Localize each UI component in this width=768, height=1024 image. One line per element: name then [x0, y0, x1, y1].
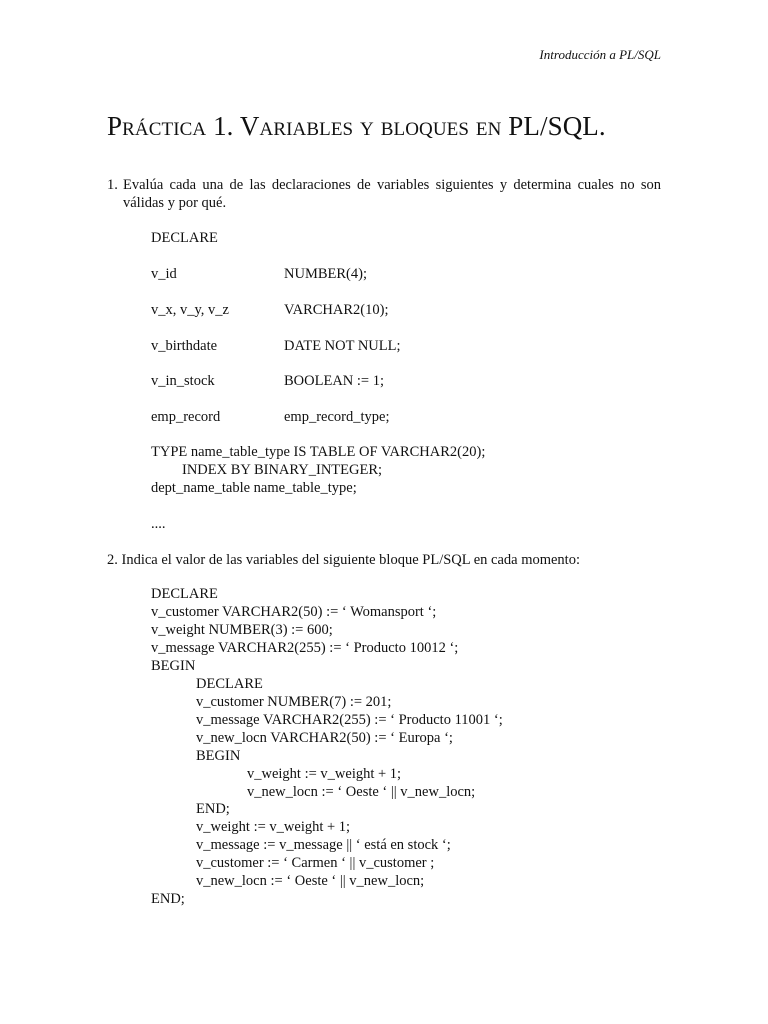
code-line: v_customer VARCHAR2(50) := ‘ Womansport ‘; [151, 604, 437, 620]
ex1-text-line2: válidas y por qué. [123, 195, 227, 211]
running-header: Introducción a PL/SQL [539, 47, 661, 62]
var-name: v_in_stock [151, 373, 215, 389]
ex1-text-line1: Evalúa cada una de las declaraciones de variables siguientes y determina cuales no son [123, 177, 661, 193]
var-name: v_birthdate [151, 338, 218, 354]
title-part: P [107, 111, 123, 141]
page-title [107, 111, 606, 142]
code-line: v_customer := ‘ Carmen ‘ || v_customer ; [196, 855, 435, 871]
var-type: DATE NOT NULL; [284, 338, 401, 354]
title-part: ariables y bloques en [259, 111, 502, 141]
var-name: emp_record [151, 409, 221, 425]
title-part: PL/SQL. [501, 111, 606, 141]
code-line: v_message VARCHAR2(255) := ‘ Producto 11001 ‘; [196, 712, 503, 728]
ex2-text: 2. Indica el valor de las variables del siguiente bloque PL/SQL en cada momento: [107, 552, 580, 568]
var-type: VARCHAR2(10); [284, 302, 389, 318]
code-line: v_message VARCHAR2(255) := ‘ Producto 10012 ‘; [151, 640, 459, 656]
code-line: BEGIN [196, 748, 241, 764]
code-line: BEGIN [151, 658, 196, 674]
var-type: NUMBER(4); [284, 266, 367, 282]
code-line: END; [151, 891, 185, 907]
code-line: v_new_locn VARCHAR2(50) := ‘ Europa ‘; [196, 730, 453, 746]
code-line: v_weight := v_weight + 1; [196, 819, 351, 835]
title-part: ráctica [122, 111, 207, 141]
code-declare: DECLARE [151, 230, 218, 246]
ellipsis: .... [151, 516, 166, 532]
code-line: v_weight NUMBER(3) := 600; [151, 622, 333, 638]
code-line: INDEX BY BINARY_INTEGER; [182, 462, 383, 478]
ex1-number: 1. [107, 177, 118, 193]
code-line: DECLARE [196, 676, 263, 692]
code-line: DECLARE [151, 586, 218, 602]
code-line: v_customer NUMBER(7) := 201; [196, 694, 392, 710]
var-type: BOOLEAN := 1; [284, 373, 385, 389]
title-part: 1. V [206, 111, 260, 141]
code-line: v_new_locn := ‘ Oeste ‘ || v_new_locn; [247, 784, 476, 800]
code-line: v_new_locn := ‘ Oeste ‘ || v_new_locn; [196, 873, 425, 889]
var-name: v_id [151, 266, 177, 282]
var-name: v_x, v_y, v_z [151, 302, 229, 318]
code-line: TYPE name_table_type IS TABLE OF VARCHAR2(20); [151, 444, 486, 460]
code-line: v_message := v_message || ‘ está en stock ‘; [196, 837, 451, 853]
code-line: dept_name_table name_table_type; [151, 480, 357, 496]
code-line: v_weight := v_weight + 1; [247, 766, 402, 782]
code-line: END; [196, 801, 230, 817]
var-type: emp_record_type; [284, 409, 390, 425]
